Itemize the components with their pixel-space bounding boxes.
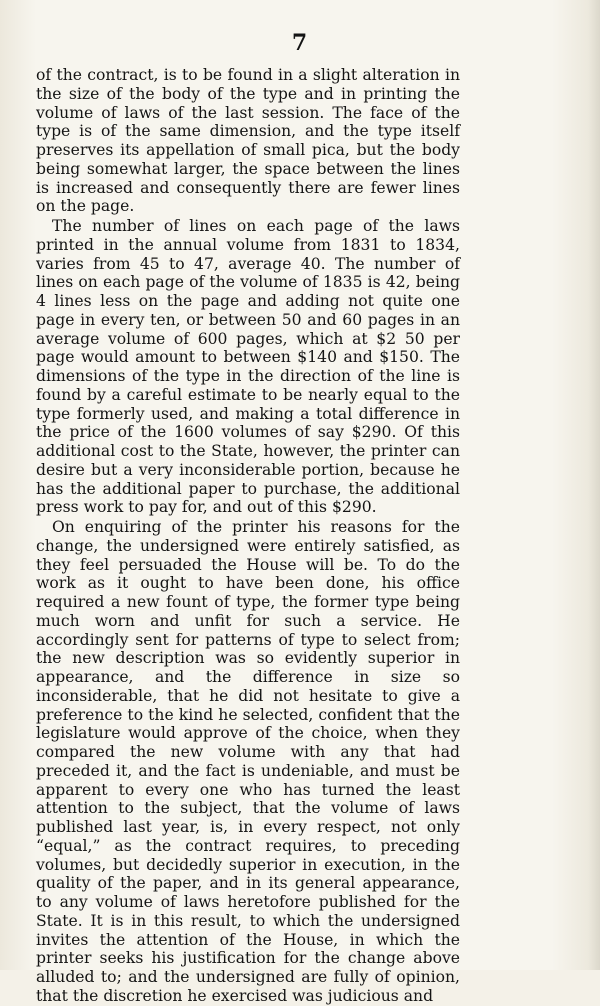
paragraph-3: On enquiring of the printer his reasons for the change, the undersigned were entirely satisfied, as they feel persuaded the House will be. To do the work as it ought to have been done, his office required a new fount of type, the former type being much worn and unfit for such a service. He accordingly sent for patterns of type to select from; the new description was so evidently superior in appearance, and the difference in size so inconsiderable, that he did not hesitate to give a preference to the kind he selected, confident that the legislature would approve of the choice, when they compared the new volume with any that had preceded it, and the fact is undeniable, and must be apparent to every one who has turned the least attention to the subject, that the volume of laws published last year, is, in every respect, not only “equal,” as the contract requires, to preceding volumes, but decidedly superior in execution, in the quality of the paper, and in its general appearance, to any volume of laws heretofore published for the State. It is in this result, to which the undersigned invites the attention of the House, in which the printer seeks his justification for the change above alluded to; and the undersigned are fully of opinion, that the discretion he exercised was judicious and [36,518,460,1005]
page-number: 7 [291,30,309,56]
paragraph-1: of the contract, is to be found in a slight alteration in the size of the body of the type and in printing the volume of laws of the last session. The face of the type is of the same dimension, and the type itself preserves its appellation of small pica, but the body being somewhat larger, the space between the lines is increased and consequently there are fewer lines on the page. [36,66,460,216]
paragraph-2: The number of lines on each page of the laws printed in the annual volume from 1831 to 1834, varies from 45 to 47, average 40. The number of lines on each page of the volume of 1835 is 42, being 4 lines less on the page and adding not quite one page in every ten, or between 50 and 60 pages in an average volume of 600 pages, which at $2 50 per page would amount to between $140 and $150. The dimensions of the type in the direction of the line is found by a careful estimate to be nearly equal to the type formerly used, and making a total difference in the price of the 1600 volumes of say $290. Of this additional cost to the State, however, the printer can desire but a very inconsiderable portion, because he has the additional paper to purchase, the additional press work to pay for, and out of this $290. [36,217,460,517]
body-text [36,66,460,1006]
page-edge-shadow [588,0,600,970]
